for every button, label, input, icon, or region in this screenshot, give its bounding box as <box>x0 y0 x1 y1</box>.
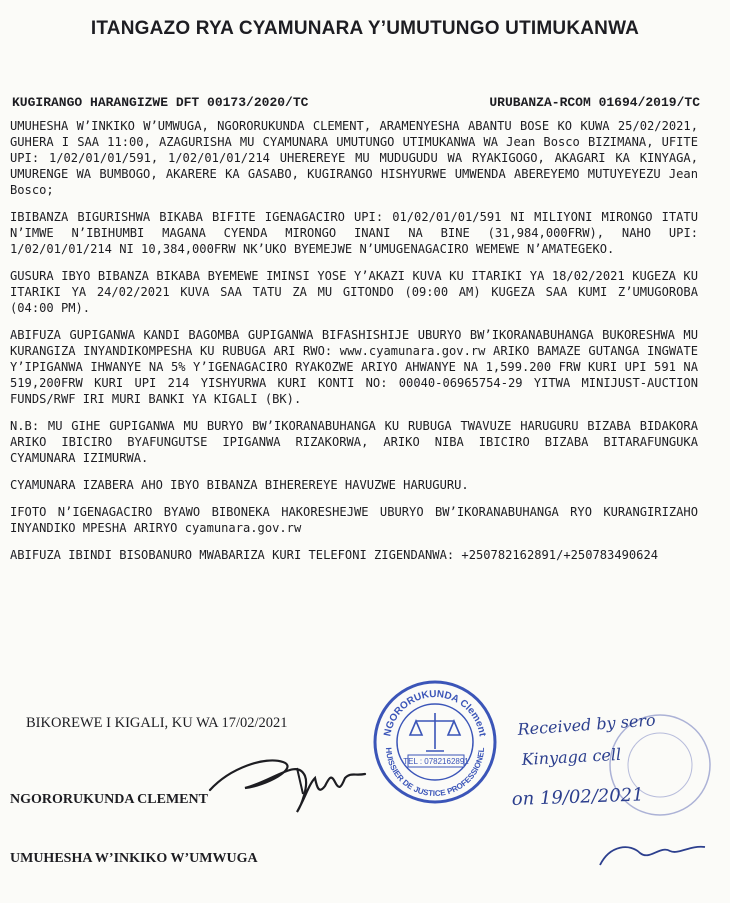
notice-title: ITANGAZO RYA CYAMUNARA Y’UMUTUNGO UTIMUKANWA <box>90 18 640 39</box>
receipt-line-1: Received by sero <box>516 710 657 739</box>
paragraph-contact: ABIFUZA IBINDI BISOBANURO MWABARIZA KURI TELEFONI ZIGENDANWA: +250782162891/+250783490624 <box>10 548 659 562</box>
receipt-signature <box>600 847 705 865</box>
paragraph-photo: IFOTO N’IGENAGACIRO BYAWO BIBONEKA HAKORESHEJWE UBURYO BW’IKORANABUHANGA RYO KURANGIRIZAHO INYANDIKO MPESHA ARIRYO cyamunara.gov.rw <box>10 505 698 535</box>
official-stamp <box>370 677 500 807</box>
case-reference: URUBANZA-RCOM 01694/2019/TC <box>489 95 700 110</box>
paragraph-note: N.B: MU GIHE GUPIGANWA MU BURYO BW’IKORANABUHANGA KU RUBUGA TWAVUZE HARUGURU BIZABA BIDAKORA ARIKO IBICIRO BYAFUNGUTSE IPIGANWA RIZAKORWA, ARIKO NIBA IBICIRO BIZABA BITARAFUNGUKA CYAMUNARA IZIMURWA. <box>10 419 698 465</box>
scales-of-justice-icon <box>410 713 460 751</box>
reference-line <box>12 95 700 110</box>
paragraph-bidding: ABIFUZA GUPIGANWA KANDI BAGOMBA GUPIGANWA BIFASHISHIJE UBURYO BW’IKORANABUHANGA BUKORESHWA MU KURANGIZA INYANDIKOMPESHA KU RUBUGA ARI RWO: www.cyamunara.gov.rw ARIKO BAMAZE GUTANGA INGWATE Y’IPIGANWA IHWANYE NA 5% Y’IGENAGACIRO RYAKOZWE ARIYO AHWANYE NA 1,599.200 FRW KURI UPI 591 NA 519,200FRW KURI UPI 214 YISHYURWA KURI KONTI NO: 00040-06965754-29 YITWA MINIJUST-AUCTION FUNDS/RWF IRI MURI BANKI YA KIGALI (BK). <box>10 328 698 406</box>
paragraph-visit-dates: GUSURA IBYO BIBANZA BIKABA BYEMEWE IMINSI YOSE Y’AKAZI KUVA KU ITARIKI YA 18/02/2021 KUGEZA KU ITARIKI YA 24/02/2021 KUVA SAA TATU ZA MU GITONDO (09:00 AM) KUGEZA SAA KUMI Z’UMUGOROBA (04:00 PM). <box>10 269 698 315</box>
receipt-line-3: on 19/02/2021 <box>511 784 645 810</box>
paragraph-announcement: UMUHESHA W’INKIKO W’UMWUGA, NGORORUKUNDA CLEMENT, ARAMENYESHA ABANTU BOSE KO KUWA 25/02/2021, GUHERA I SAA 11:00, AZAGURISHA MU CYAMUNARA UMUTUNGO UTIMUKANWA WA Jean Bosco BIZIMANA, UFITE UPI: 1/02/01/01/591, 1/02/01/01/214 UHEREREYE MU MUDUGUDU WA RYAKIGOGO, AKAGARI KA KINYAGA, UMURENGE WA BUMBOGO, AKARERE KA GASABO, KUGIRANGO HISHYURWE UMWENDA ABEREYEMO MUTUYEYEZU Jean Bosco; <box>10 119 698 197</box>
receipt-line-2: Kinyaga cell <box>521 744 622 769</box>
bailiff-name: NGORORUKUNDA CLEMENT <box>10 792 208 807</box>
bailiff-role: UMUHESHA W’INKIKO W’UMWUGA <box>10 851 258 866</box>
paragraph-valuation: IBIBANZA BIGURISHWA BIKABA BIFITE IGENAGACIRO UPI: 01/02/01/01/591 NI MILIYONI MIRONGO ITATU N’IMWE N’IBIHUMBI MAGANA CYENDA MIRONGO INANI NA BINE (31,984,000FRW), NAHO UPI: 1/02/01/01/214 NI 10,384,000FRW NK’UKO BYEMEJWE N’UMUGENAGACIRO WEMEWE N’AMATEGEKO. <box>10 210 698 256</box>
execution-reference: KUGIRANGO HARANGIZWE DFT 00173/2020/TC <box>12 95 309 110</box>
notice-body <box>10 118 698 574</box>
stamp-bottom-text: HUISSIER DE JUSTICE PROFESSIONEL <box>383 747 487 799</box>
stamp-top-text: NGORORUKUNDA Clement <box>382 688 488 738</box>
place-date: BIKOREWE I KIGALI, KU WA 17/02/2021 <box>26 715 288 731</box>
signature-scribble <box>205 728 375 818</box>
receipt-annotation <box>500 695 726 880</box>
paragraph-location: CYAMUNARA IZABERA AHO IBYO BIBANZA BIHEREREYE HAVUZWE HARUGURU. <box>10 478 469 492</box>
stamp-phone: TEL : 0782162891 <box>403 757 469 766</box>
